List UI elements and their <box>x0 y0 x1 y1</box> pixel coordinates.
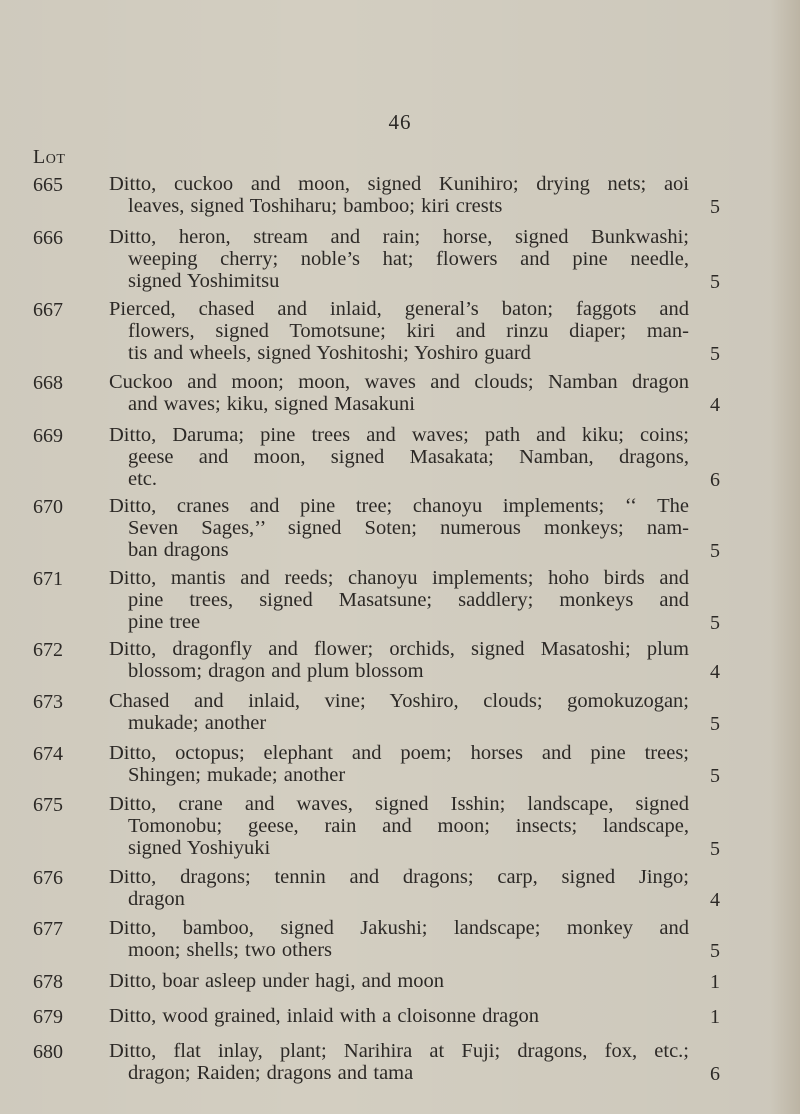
description-line: Ditto, bamboo, signed Jakushi; landscape; monkey and <box>109 917 689 939</box>
lot-description <box>109 567 689 633</box>
description-line: Tomonobu; geese, rain and moon; insects; landscape, <box>128 815 689 837</box>
description-line: signed Yoshimitsu <box>128 270 280 292</box>
lot-quantity: 5 <box>710 765 720 787</box>
lot-number: 678 <box>33 971 63 993</box>
description-line: and waves; kiku, signed Masakuni <box>128 393 415 415</box>
description-line: Ditto, heron, stream and rain; horse, signed Bunkwashi; <box>109 226 689 248</box>
lot-number: 669 <box>33 425 63 447</box>
description-line: tis and wheels, signed Yoshitoshi; Yoshiro guard <box>128 342 531 364</box>
lot-number: 673 <box>33 691 63 713</box>
lot-number: 675 <box>33 794 63 816</box>
lot-number: 671 <box>33 568 63 590</box>
lot-number: 666 <box>33 227 63 249</box>
lot-number: 667 <box>33 299 63 321</box>
lot-number: 665 <box>33 174 63 196</box>
page-number: 46 <box>388 110 412 134</box>
description-line: mukade; another <box>128 712 267 734</box>
lot-quantity: 5 <box>710 271 720 293</box>
description-line: signed Yoshiyuki <box>128 837 271 859</box>
description-line: Ditto, dragonfly and flower; orchids, signed Masatoshi; plum <box>109 638 689 660</box>
description-line: Ditto, octopus; elephant and poem; horses and pine trees; <box>109 742 689 764</box>
lot-number: 672 <box>33 639 63 661</box>
lot-number: 677 <box>33 918 63 940</box>
lot-quantity: 5 <box>710 612 720 634</box>
lot-description <box>109 371 689 415</box>
description-line: Pierced, chased and inlaid, general’s baton; faggots and <box>109 298 689 320</box>
lot-quantity: 6 <box>710 1063 720 1085</box>
description-line: flowers, signed Tomotsune; kiri and rinzu diaper; man- <box>128 320 689 342</box>
description-line: leaves, signed Toshiharu; bamboo; kiri crests <box>128 195 503 217</box>
description-line: Ditto, Daruma; pine trees and waves; path and kiku; coins; <box>109 424 689 446</box>
lot-quantity: 5 <box>710 838 720 860</box>
lot-description <box>109 1005 689 1027</box>
lot-quantity: 5 <box>710 713 720 735</box>
description-line: Ditto, cranes and pine tree; chanoyu implements; ‘‘ The <box>109 495 689 517</box>
lot-quantity: 5 <box>710 343 720 365</box>
description-line: Ditto, flat inlay, plant; Narihira at Fuji; dragons, fox, etc.; <box>109 1040 689 1062</box>
description-line: Ditto, dragons; tennin and dragons; carp, signed Jingo; <box>109 866 689 888</box>
description-line: Cuckoo and moon; moon, waves and clouds; Namban dragon <box>109 371 689 393</box>
lot-number: 676 <box>33 867 63 889</box>
page-edge-shadow <box>770 0 800 1114</box>
lot-column-header: Lot <box>33 146 66 168</box>
lot-quantity: 4 <box>710 394 720 416</box>
description-line: moon; shells; two others <box>128 939 333 961</box>
lot-description <box>109 424 689 490</box>
description-line: Ditto, cuckoo and moon, signed Kunihiro; drying nets; aoi <box>109 173 689 195</box>
lot-number: 674 <box>33 743 63 765</box>
lot-quantity: 5 <box>710 540 720 562</box>
lot-quantity: 5 <box>710 940 720 962</box>
description-line: Shingen; mukade; another <box>128 764 346 786</box>
description-line: pine trees, signed Masatsune; saddlery; monkeys and <box>128 589 689 611</box>
lot-description <box>109 298 689 364</box>
description-line: weeping cherry; noble’s hat; flowers and pine needle, <box>128 248 689 270</box>
description-line: Ditto, mantis and reeds; chanoyu implements; hoho birds and <box>109 567 689 589</box>
lot-quantity: 6 <box>710 469 720 491</box>
description-line: Ditto, wood grained, inlaid with a cloisonne dragon <box>109 1005 540 1027</box>
description-line: Ditto, crane and waves, signed Isshin; landscape, signed <box>109 793 689 815</box>
description-line: pine tree <box>128 611 201 633</box>
lot-quantity: 5 <box>710 196 720 218</box>
lot-description <box>109 638 689 682</box>
description-line: Ditto, boar asleep under hagi, and moon <box>109 970 445 992</box>
description-line: geese and moon, signed Masakata; Namban, dragons, <box>128 446 689 468</box>
description-line: etc. <box>128 468 158 490</box>
lot-description <box>109 173 689 217</box>
description-line: ban dragons <box>128 539 229 561</box>
description-line: Seven Sages,’’ signed Soten; numerous monkeys; nam- <box>128 517 689 539</box>
description-line: blossom; dragon and plum blossom <box>128 660 424 682</box>
lot-description <box>109 742 689 786</box>
description-line: Chased and inlaid, vine; Yoshiro, clouds; gomokuzogan; <box>109 690 689 712</box>
lot-description <box>109 690 689 734</box>
lot-description <box>109 495 689 561</box>
lot-description <box>109 917 689 961</box>
lot-number: 668 <box>33 372 63 394</box>
lot-description <box>109 970 689 992</box>
lot-description <box>109 866 689 910</box>
lot-quantity: 4 <box>710 889 720 911</box>
description-line: dragon <box>128 888 185 910</box>
description-line: dragon; Raiden; dragons and tama <box>128 1062 414 1084</box>
lot-number: 680 <box>33 1041 63 1063</box>
lot-description <box>109 793 689 859</box>
lot-description <box>109 1040 689 1084</box>
lot-description <box>109 226 689 292</box>
lot-quantity: 1 <box>710 1006 720 1028</box>
lot-quantity: 1 <box>710 971 720 993</box>
lot-quantity: 4 <box>710 661 720 683</box>
lot-number: 670 <box>33 496 63 518</box>
lot-number: 679 <box>33 1006 63 1028</box>
